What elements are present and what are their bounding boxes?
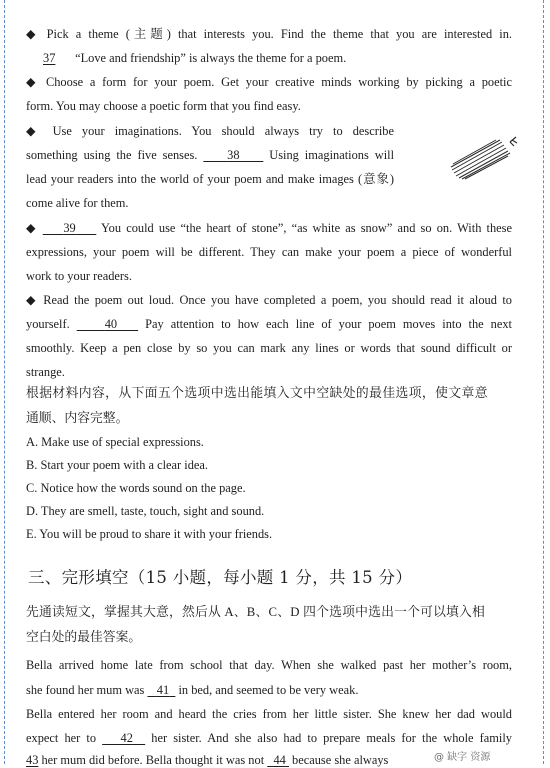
text-line: ◆ Choose a form for your poem. Get your creative minds working by picking a poetic	[26, 75, 512, 89]
section-heading: 三、完形填空（15 小题，每小题 1 分，共 15 分）	[28, 568, 413, 587]
text-line: Bella arrived home late from school that day. When she walked past her mother’s room,	[26, 658, 512, 672]
text-line: she found her mum was 41 in bed, and seemed to be very weak.	[26, 683, 359, 697]
blank-44: 44	[273, 753, 286, 767]
text-line: yourself. 40 Pay attention to how each line of your poem moves into the next	[26, 317, 512, 331]
text-line: 37 “Love and friendship” is always the theme for a poem.	[26, 50, 346, 66]
text-line: ◆ Read the poem out loud. Once you have completed a poem, you should read it aloud to	[26, 293, 512, 307]
option-a: A. Make use of special expressions.	[26, 435, 204, 449]
text-line: 43 her mum did before. Bella thought it was not 44 because she always	[26, 753, 389, 767]
instruction-line: 空白处的最佳答案。	[26, 630, 142, 644]
text-line: lead your readers into the world of your poem and make images (意象)	[26, 172, 394, 186]
instruction-line: 先通读短文，掌握其大意，然后从 A、B、C、D 四个选项中选出一个可以填入相	[26, 605, 486, 619]
text-line: smoothly. Keep a pen close by so you can mark any lines or words that sound difficult or	[26, 341, 512, 355]
text-line: something using the five senses. 38 Using imaginations will	[26, 148, 395, 162]
instruction-line: 通顺、内容完整。	[26, 411, 129, 425]
watermark: @ 缺字 资源	[434, 752, 491, 763]
text-line: expressions, your poem will be different. They can make your poem a piece of wonderful	[26, 245, 512, 259]
text-line: form. You may choose a poetic form that you find easy.	[26, 99, 301, 113]
text-line: work to your readers.	[26, 269, 132, 283]
blank-42: 42	[120, 731, 133, 745]
text-line: ◆ 39 You could use “the heart of stone”, “as white as snow” and so on. With these	[26, 221, 512, 235]
blank-37: 37	[43, 51, 56, 65]
blank-38: 38	[227, 148, 240, 162]
text-line: come alive for them.	[26, 196, 129, 210]
option-d: D. They are smell, taste, touch, sight and sound.	[26, 504, 265, 518]
blank-39: 39	[63, 221, 76, 235]
text-line: strange.	[26, 365, 65, 379]
text-line: ◆ Pick a theme (主题) that interests you. Find the theme that you are interested in.	[26, 27, 512, 41]
blank-40: 40	[104, 317, 118, 331]
writing-pen-icon	[450, 136, 520, 180]
blank-41: 41	[156, 683, 170, 697]
option-b: B. Start your poem with a clear idea.	[26, 458, 209, 472]
text-line: ◆ Use your imaginations. You should always try to describe	[26, 124, 394, 138]
option-c: C. Notice how the words sound on the page.	[26, 481, 246, 495]
blank-43: 43	[26, 753, 39, 767]
instruction-line: 根据材料内容，从下面五个选项中选出能填入文中空缺处的最佳选项，使文章意	[26, 386, 488, 400]
text-line: Bella entered her room and heard the cries from her little sister. She knew her dad would	[26, 707, 512, 721]
option-e: E. You will be proud to share it with your friends.	[26, 527, 273, 541]
left-margin-guide	[4, 0, 5, 764]
text-line: expect her to 42 her sister. And she also had to prepare meals for the whole family	[26, 731, 512, 745]
right-margin-guide	[543, 0, 544, 764]
